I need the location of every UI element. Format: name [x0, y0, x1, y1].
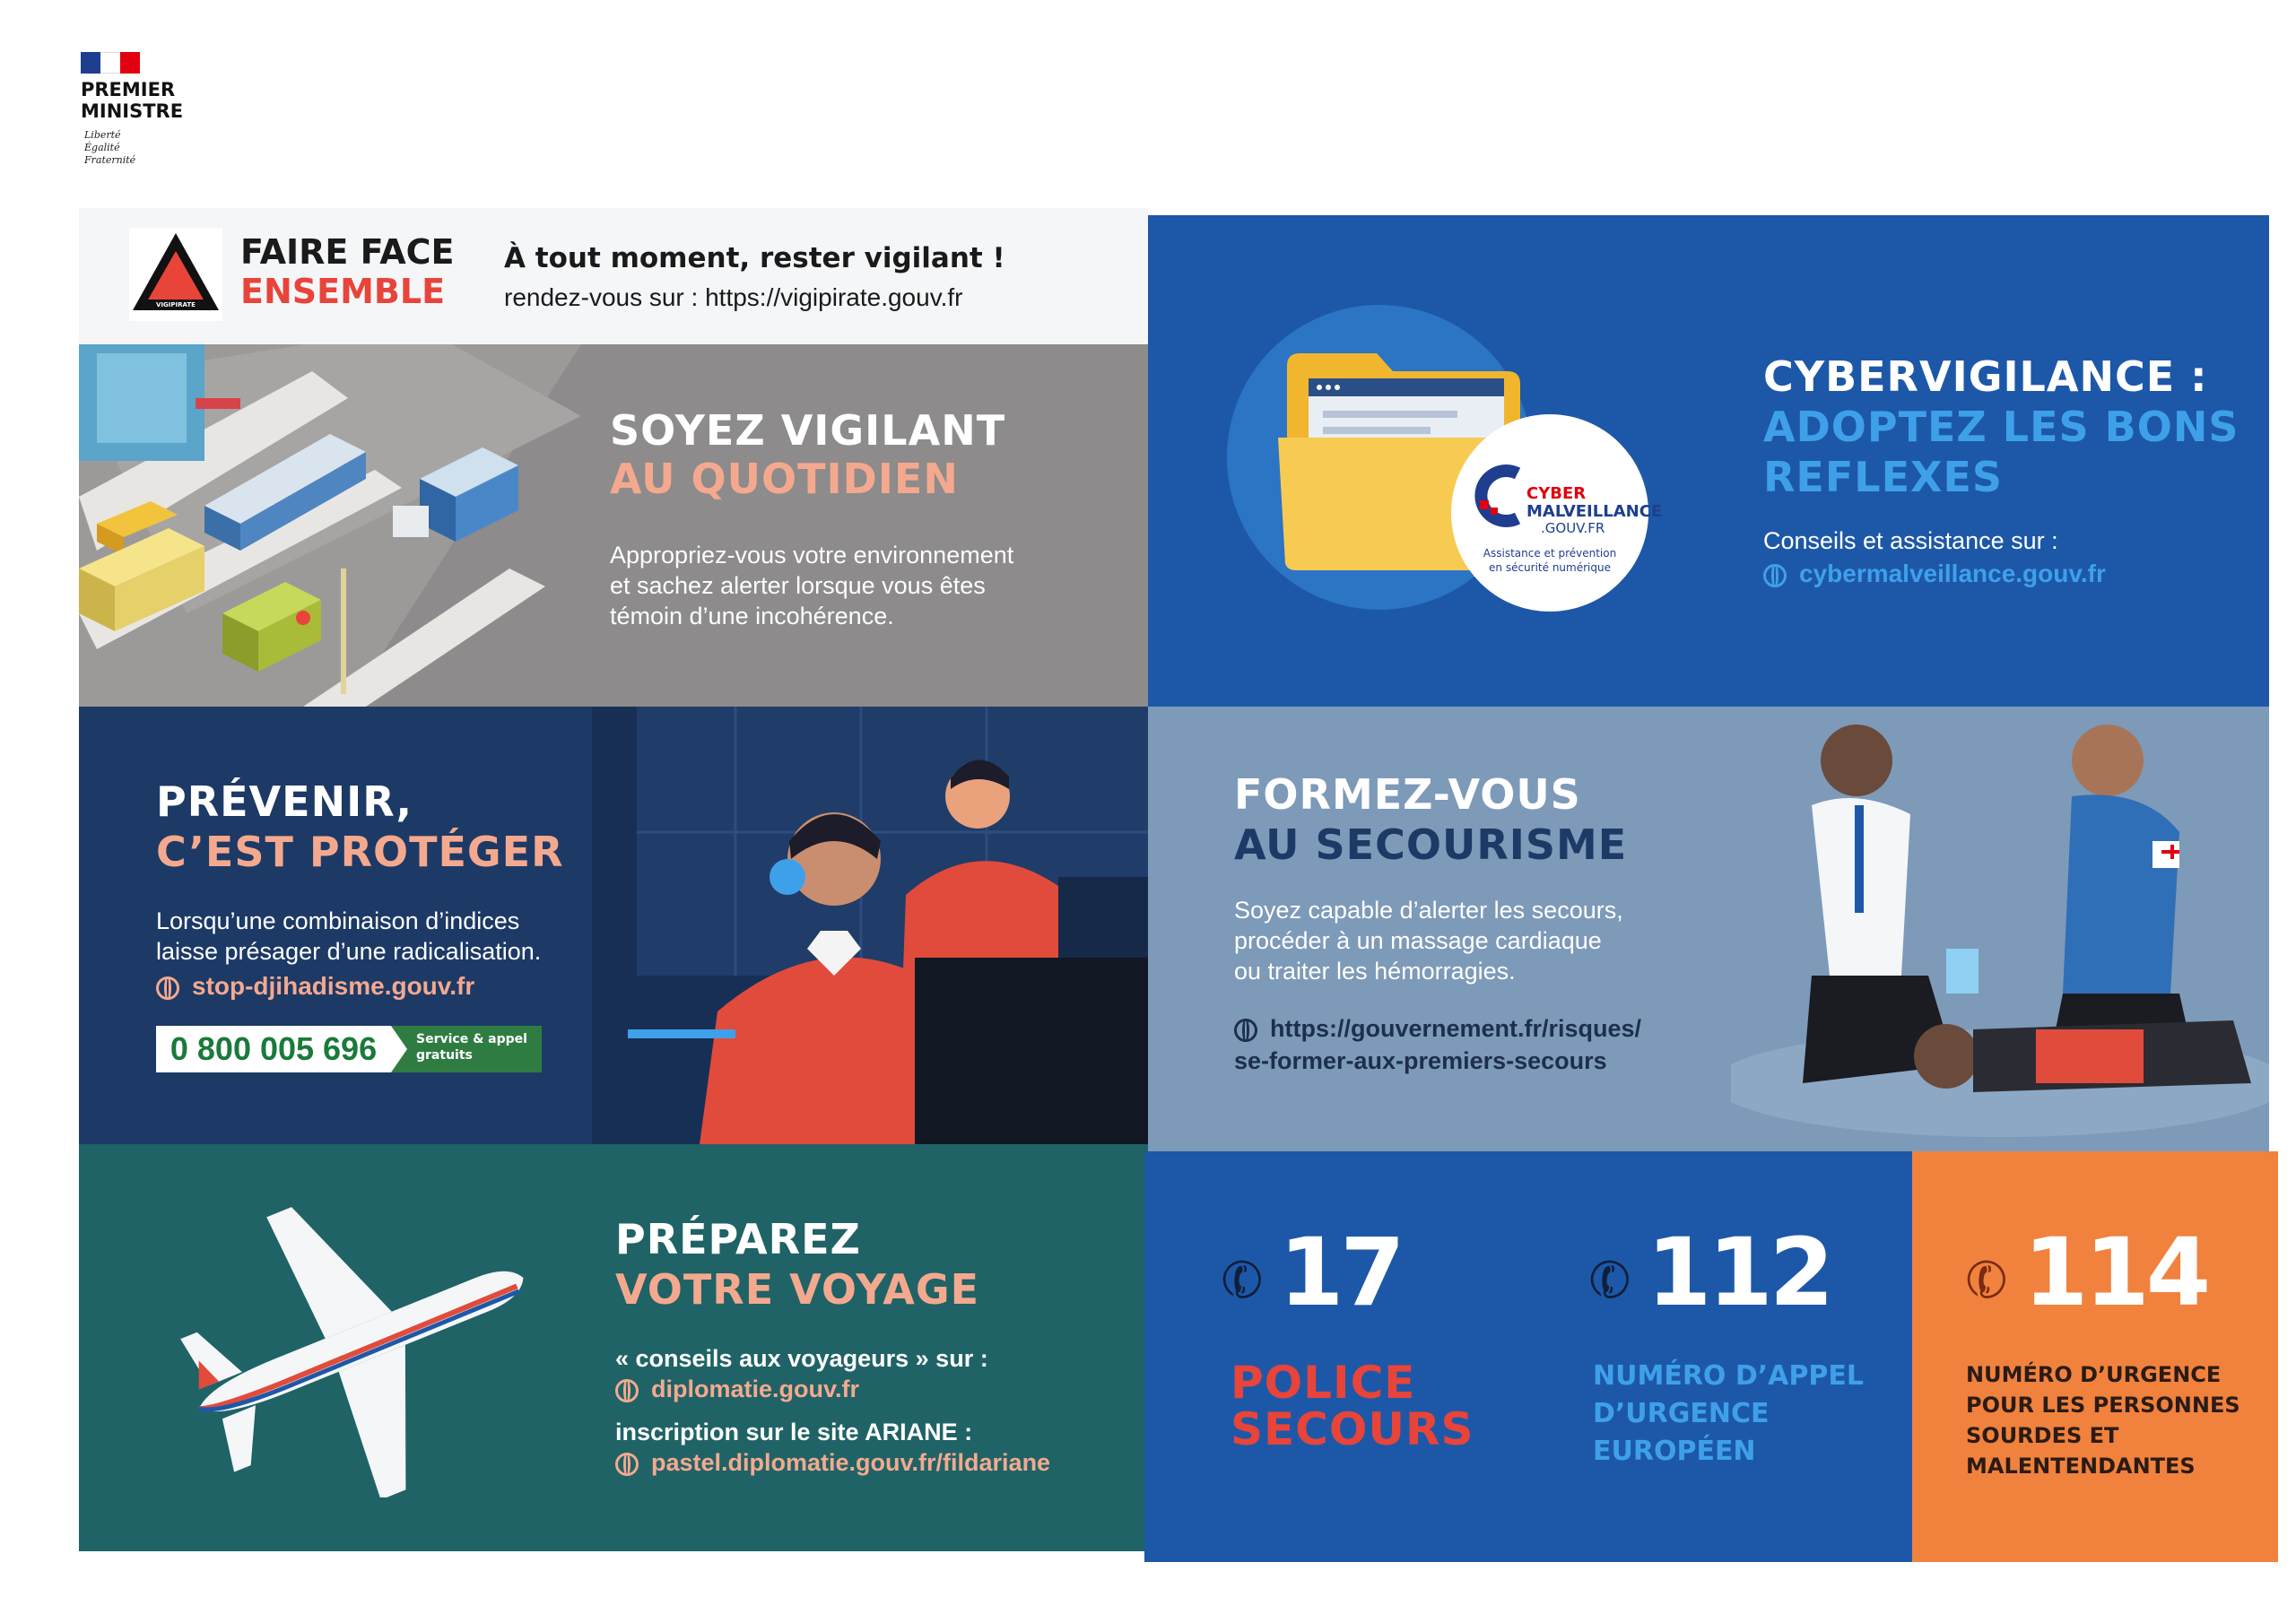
secourisme-panel: [1148, 707, 2269, 1151]
globe-icon: [615, 1453, 639, 1476]
prevenir-title-1: PRÉVENIR,: [156, 777, 413, 826]
secourisme-link-2[interactable]: se-former-aux-premiers-secours: [1234, 1047, 1607, 1074]
header-band: [79, 208, 1148, 344]
cyber-text: Conseils et assistance sur :: [1763, 527, 2058, 554]
phone-icon: ✆: [1213, 1245, 1273, 1316]
globe-icon: [1763, 564, 1787, 587]
phone-icon: ✆: [1957, 1245, 2017, 1316]
prevenir-title-2: C’EST PROTÉGER: [156, 828, 564, 876]
number-112-panel: [1530, 1151, 1912, 1562]
vigilant-text-1: Appropriez-vous votre environnement: [610, 542, 1014, 568]
lamp-post: [341, 568, 346, 694]
number-114-label-1: NUMÉRO D’URGENCE: [1966, 1362, 2222, 1387]
prevenir-text-1: Lorsqu’une combinaison d’indices: [156, 907, 520, 934]
street-illustration: [79, 344, 581, 707]
headset-icon: [770, 859, 805, 895]
cyber-logo-1: CYBER: [1526, 484, 1587, 503]
voyage-title-1: PRÉPAREZ: [615, 1215, 861, 1263]
vigilant-title-2: AU QUOTIDIEN: [610, 455, 959, 503]
number-17[interactable]: 17: [1279, 1218, 1402, 1327]
voyage-link-row-1[interactable]: [615, 1376, 859, 1403]
number-112-label-2: D’URGENCE: [1593, 1398, 1770, 1429]
secourisme-text-2: procéder à un massage cardiaque: [1234, 927, 1602, 954]
voyage-link-1[interactable]: diplomatie.gouv.fr: [651, 1376, 860, 1402]
premier-ministre-logo: [81, 52, 206, 178]
number-114-panel: [1912, 1151, 2278, 1562]
voyage-text-1: « conseils aux voyageurs » sur :: [615, 1345, 988, 1372]
globe-icon: [1234, 1019, 1257, 1042]
header-sub[interactable]: rendez-vous sur : https://vigipirate.gouv.fr: [504, 283, 963, 311]
secourisme-text-1: Soyez capable d’alerter les secours,: [1234, 897, 1623, 924]
cyber-logo-caption-1: Assistance et prévention: [1483, 547, 1617, 560]
number-114[interactable]: 114: [2023, 1218, 2208, 1327]
vigilant-text-3: témoin d’une incohérence.: [610, 603, 894, 629]
vigilant-title-1: SOYEZ VIGILANT: [610, 406, 1006, 455]
phone-note: [407, 1026, 542, 1072]
header-title-1: FAIRE FACE: [240, 232, 455, 272]
number-17-panel: [1144, 1151, 1530, 1562]
cyber-link-row[interactable]: [1763, 560, 2106, 588]
voyage-panel: [79, 1144, 1148, 1551]
cybermalveillance-logo[interactable]: [1451, 414, 1663, 612]
motto-egalite: Égalité: [84, 142, 120, 153]
secourisme-link-1[interactable]: https://gouvernement.fr/risques/: [1270, 1015, 1642, 1042]
voyage-link-2[interactable]: pastel.diplomatie.gouv.fr/fildariane: [651, 1449, 1051, 1476]
cyber-logo-caption-2: en sécurité numérique: [1489, 561, 1611, 574]
motto-liberte: Liberté: [84, 129, 121, 141]
phone-number[interactable]: 0 800 005 696: [156, 1026, 391, 1072]
number-114-label-4: MALENTENDANTES: [1966, 1454, 2196, 1479]
prevenir-text-2: laisse présager d’une radicalisation.: [156, 938, 542, 965]
cyber-title-3: REFLEXES: [1763, 453, 2004, 501]
prevenir-panel: [79, 707, 1148, 1144]
call-center-illustration: [592, 707, 1148, 1144]
phone-icon: ✆: [1580, 1245, 1640, 1316]
water-bottle-icon: [1946, 949, 1979, 994]
number-112-label-3: EUROPÉEN: [1593, 1436, 1756, 1467]
vigilant-text-2: et sachez alerter lorsque vous êtes: [610, 572, 986, 599]
number-114-label-2: POUR LES PERSONNES: [1966, 1393, 2240, 1418]
header-title-2: ENSEMBLE: [240, 272, 446, 311]
number-114-label-3: SOURDES ET: [1966, 1423, 2119, 1448]
voyage-text-2: inscription sur le site ARIANE :: [615, 1419, 973, 1445]
number-17-label-2: SECOURS: [1231, 1403, 1474, 1455]
number-17-label-1: POLICE: [1231, 1357, 1416, 1409]
phone-note-arrow: [391, 1026, 407, 1072]
phone-note-1: Service & appel: [416, 1032, 527, 1046]
cyber-panel: [1148, 215, 2269, 707]
cyber-link[interactable]: cybermalveillance.gouv.fr: [1799, 560, 2106, 587]
prevenir-link[interactable]: stop-djihadisme.gouv.fr: [192, 972, 475, 1000]
cyber-logo-2: MALVEILLANCE: [1526, 502, 1663, 521]
cyber-c-icon: [1473, 464, 1526, 527]
globe-icon: [615, 1379, 639, 1402]
number-112[interactable]: 112: [1647, 1218, 1831, 1327]
secourisme-text-3: ou traiter les hémorragies.: [1234, 958, 1516, 985]
header-slogan: À tout moment, rester vigilant !: [504, 242, 1005, 274]
secourisme-title-1: FORMEZ-VOUS: [1234, 770, 1581, 819]
phone-note-2: gratuits: [416, 1048, 473, 1063]
globe-icon: [156, 976, 179, 1000]
number-112-label-1: NUMÉRO D’APPEL: [1593, 1360, 1864, 1392]
vigilant-panel: [79, 344, 1148, 707]
prevenir-link-row[interactable]: [156, 972, 474, 1001]
airplane-icon: [169, 1193, 545, 1497]
cyber-title-2: ADOPTEZ LES BONS: [1763, 403, 2239, 451]
motto-fraternite: Fraternité: [84, 154, 136, 166]
secourisme-title-2: AU SECOURISME: [1234, 820, 1628, 869]
logo-line2: MINISTRE: [81, 100, 184, 122]
voyage-title-2: VOTRE VOYAGE: [615, 1265, 980, 1314]
phone-box[interactable]: [156, 1026, 542, 1072]
secourisme-link-row[interactable]: [1234, 1015, 1641, 1043]
cyber-logo-3: .GOUV.FR: [1541, 520, 1605, 536]
cyber-title-1: CYBERVIGILANCE :: [1763, 352, 2208, 401]
logo-line1: PREMIER: [81, 79, 176, 100]
french-flag-icon: [81, 52, 140, 74]
voyage-link-row-2[interactable]: [615, 1449, 1050, 1477]
first-aid-illustration: [1731, 707, 2269, 1151]
vigipirate-badge: VIGIPIRATE: [156, 301, 196, 308]
vigipirate-logo: [129, 228, 222, 321]
